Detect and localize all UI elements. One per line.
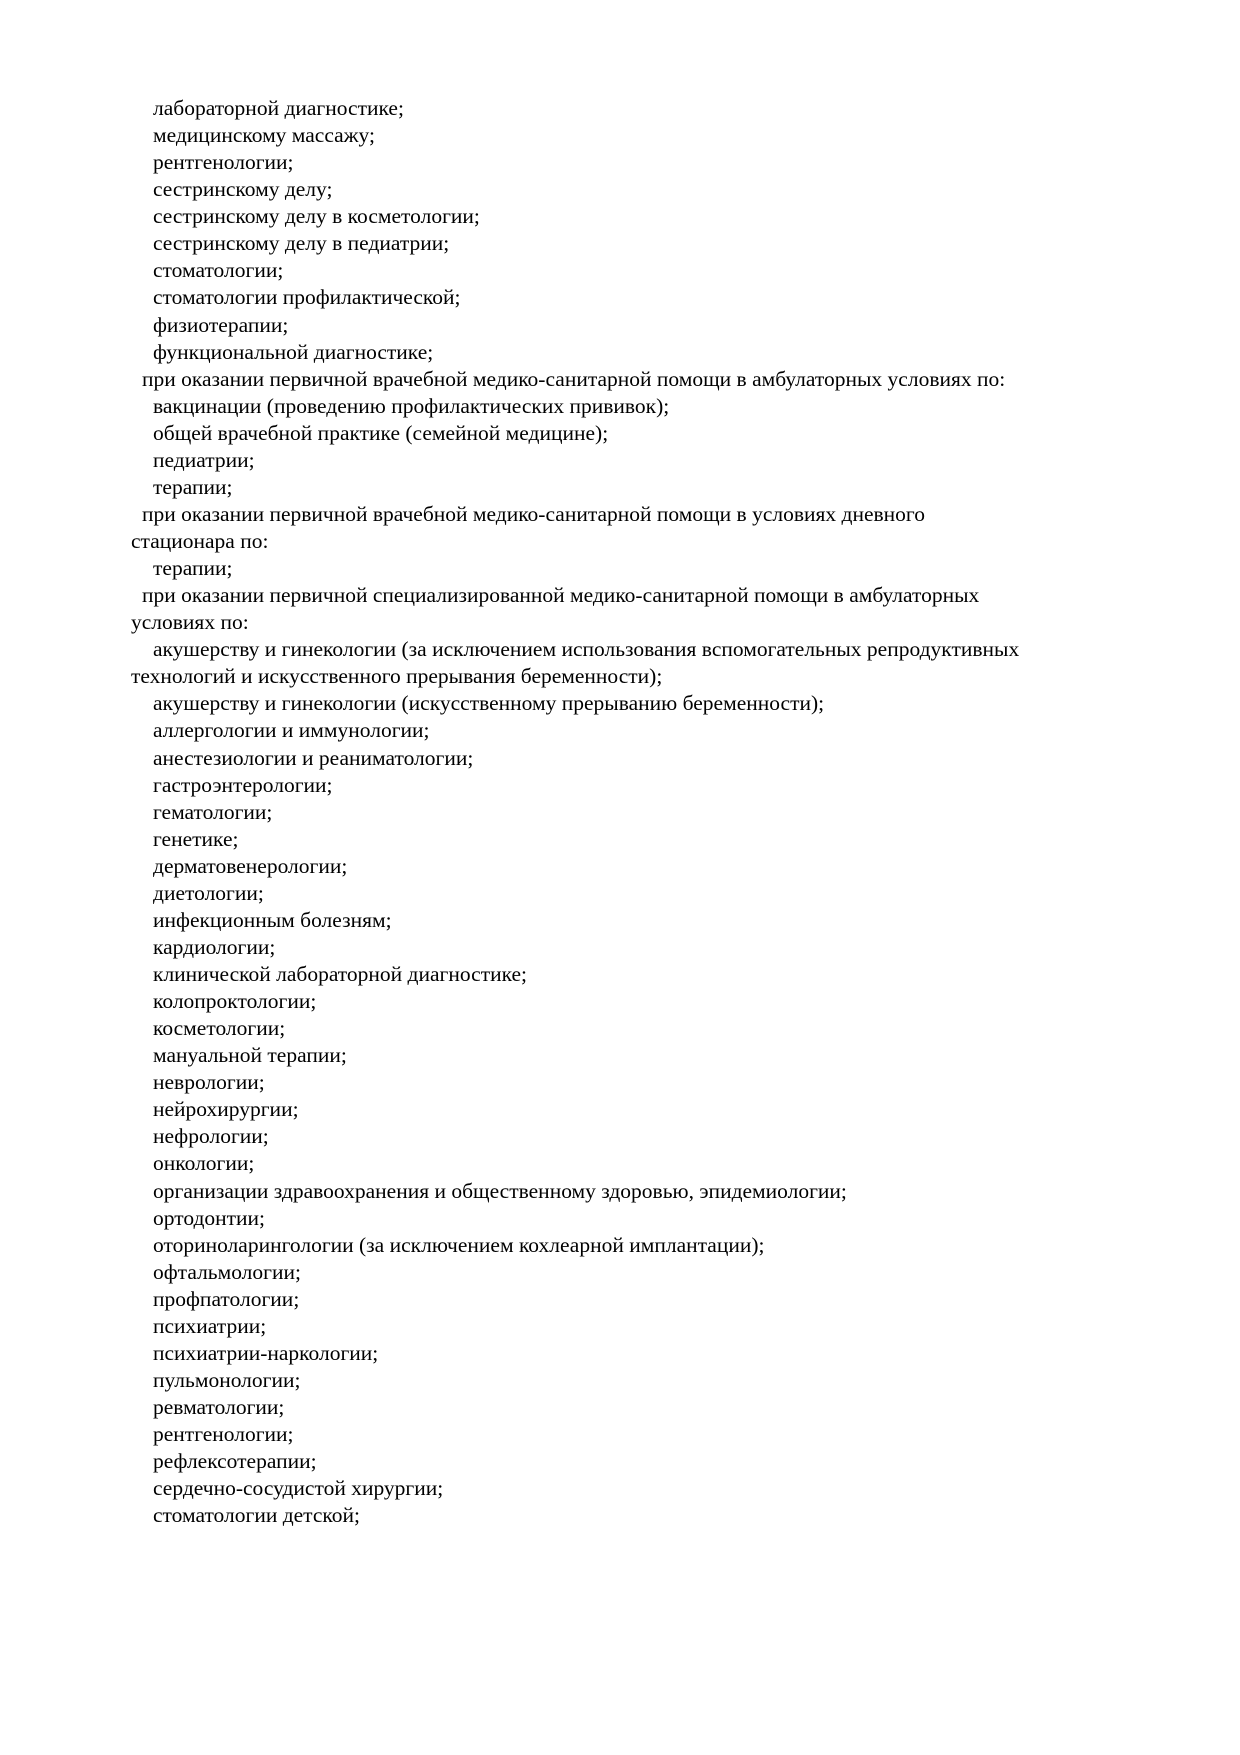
list-item: медицинскому массажу;	[153, 123, 375, 148]
list-item: аллергологии и иммунологии;	[153, 718, 430, 743]
list-item: оториноларингологии (за исключением кохлеарной имплантации);	[153, 1232, 765, 1257]
section-heading: при оказании первичной специализированной медико-санитарной помощи в амбулаторных	[142, 583, 980, 608]
list-item: сердечно-сосудистой хирургии;	[153, 1476, 444, 1501]
list-item: лабораторной диагностике;	[153, 96, 404, 120]
list-item: физиотерапии;	[153, 312, 289, 337]
continuation-line: условиях по:	[131, 610, 249, 635]
continuation-line: технологий и искусственного прерывания беременности);	[131, 664, 663, 689]
list-item: анестезиологии и реаниматологии;	[153, 745, 474, 770]
list-item: дерматовенерологии;	[153, 853, 348, 878]
list-item: гематологии;	[153, 799, 273, 824]
list-item: педиатрии;	[153, 447, 255, 472]
list-item: инфекционным болезням;	[153, 907, 392, 932]
list-item: акушерству и гинекологии (за исключением использования вспомогательных репродуктивных	[153, 637, 1020, 662]
list-item: гастроэнтерологии;	[153, 772, 333, 797]
list-item: диетологии;	[153, 880, 264, 905]
list-item: вакцинации (проведению профилактических прививок);	[153, 393, 670, 418]
list-item: косметологии;	[153, 1016, 286, 1041]
list-item: сестринскому делу;	[153, 177, 333, 202]
list-item: стоматологии;	[153, 258, 284, 283]
list-item: профпатологии;	[153, 1286, 300, 1311]
list-item: рефлексотерапии;	[153, 1449, 317, 1474]
list-item: офтальмологии;	[153, 1259, 301, 1284]
list-item: акушерству и гинекологии (искусственному прерыванию беременности);	[153, 691, 825, 716]
list-item: функциональной диагностике;	[153, 339, 434, 364]
section-heading: при оказании первичной врачебной медико-санитарной помощи в условиях дневного	[142, 501, 925, 526]
list-item: нейрохирургии;	[153, 1097, 299, 1122]
list-item: кардиологии;	[153, 934, 276, 959]
list-item: пульмонологии;	[153, 1367, 301, 1392]
list-item: общей врачебной практике (семейной медицине);	[153, 420, 609, 445]
list-item: ревматологии;	[153, 1395, 285, 1419]
list-item: генетике;	[153, 826, 239, 851]
list-item: стоматологии детской;	[153, 1503, 360, 1528]
list-item: организации здравоохранения и общественному здоровью, эпидемиологии;	[153, 1178, 847, 1203]
list-item: неврологии;	[153, 1070, 265, 1095]
list-item: ортодонтии;	[153, 1205, 266, 1230]
list-item: стоматологии профилактической;	[153, 285, 461, 310]
list-item: терапии;	[153, 556, 233, 581]
list-item: психиатрии;	[153, 1313, 267, 1338]
document-page	[131, 95, 1081, 1529]
section-heading: при оказании первичной врачебной медико-санитарной помощи в амбулаторных условиях по:	[142, 366, 1006, 391]
list-item: нефрологии;	[153, 1124, 269, 1149]
list-item: клинической лабораторной диагностике;	[153, 962, 528, 986]
list-item: психиатрии-наркологии;	[153, 1340, 379, 1365]
list-item: колопроктологии;	[153, 989, 317, 1014]
list-item: рентгенологии;	[153, 1422, 294, 1447]
list-item: рентгенологии;	[153, 150, 294, 175]
list-item: терапии;	[153, 474, 233, 499]
list-item: онкологии;	[153, 1151, 255, 1176]
continuation-line: стационара по:	[131, 529, 269, 553]
list-item: мануальной терапии;	[153, 1043, 347, 1068]
list-item: сестринскому делу в косметологии;	[153, 204, 480, 229]
list-item: сестринскому делу в педиатрии;	[153, 231, 450, 256]
